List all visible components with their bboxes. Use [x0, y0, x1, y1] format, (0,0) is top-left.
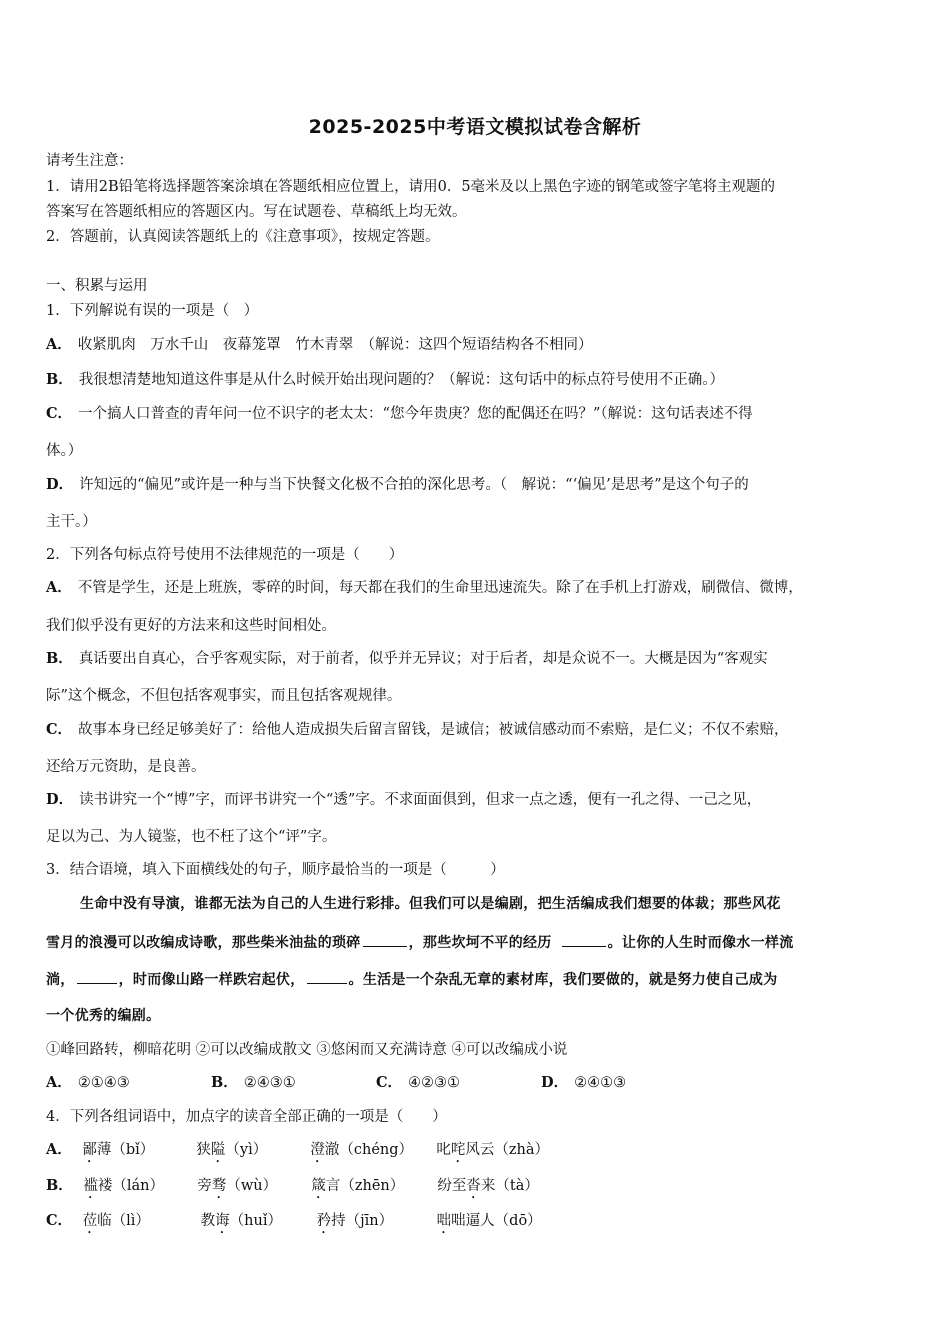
option-label: B． — [46, 1177, 73, 1194]
option-label: C． — [46, 405, 73, 422]
word-item — [310, 1140, 436, 1166]
passage-text: 雪月的浪漫可以改编成诗歌，那些柴米油盐的琐碎 — [46, 935, 361, 951]
option-text: 读书讲究一个“博”字，而评书讲究一个“透”字。不求面面俱到，但求一点之透，便有一孔之得、一己之见， — [79, 792, 762, 808]
answer-blank-2 — [562, 932, 606, 947]
word-part: 言（zhēn） — [325, 1178, 405, 1194]
dotted-char: 鄙 — [82, 1142, 97, 1158]
word-item — [437, 1211, 542, 1237]
page-title: 2025-2025中考语文模拟试卷含解析 — [308, 116, 642, 138]
dotted-char: 诲 — [215, 1213, 230, 1229]
word-item — [437, 1176, 538, 1202]
option-label: A． — [46, 1074, 72, 1091]
question-2-option-a-cont: 我们似乎没有更好的方法来和这些时间相处。 — [46, 618, 336, 634]
question-3-choices: ①峰回路转，柳暗花明 ②可以改编成散文 ③悠闲而又充满诗意 ④可以改编成小说 — [46, 1042, 568, 1058]
word-part: 咄逼人（dō） — [451, 1213, 542, 1229]
question-1-option-d — [46, 475, 916, 495]
option-label: C． — [376, 1074, 403, 1091]
question-1-option-d-cont: 主干。） — [46, 514, 97, 530]
option-label: A． — [46, 579, 72, 596]
notice-item-1a: 1．请用2B铅笔将选择题答案涂填在答题纸相应位置上，请用0．5毫米及以上黑色字迹的钢笔或签字笔将主观题的 — [46, 179, 776, 195]
passage-text: ，那些坎坷不平的经历 — [408, 935, 552, 951]
option-text: ②①④③ — [77, 1075, 130, 1091]
dotted-char: 褴 — [83, 1178, 98, 1194]
notice-item-2: 2．答题前，认真阅读答题纸上的《注意事项》，按规定答题。 — [46, 229, 440, 245]
option-text: 一个搞人口普查的青年问一位不识字的老太太：“您今年贵庚？您的配偶还在吗？”（解说：这句话表述不得 — [78, 406, 753, 422]
word-part: 持（jīn） — [331, 1213, 394, 1229]
question-1-option-b — [46, 370, 916, 390]
question-3-passage-line-1: 生命中没有导演，谁都无法为自己的人生进行彩排。但我们可以是编剧，把生活编成我们想要的体裁；那些风花 — [80, 896, 781, 912]
option-text: 我很想清楚地知道这件事是从什么时候开始出现问题的？（解说：这句话中的标点符号使用不正确。） — [78, 372, 725, 388]
dotted-char: 箴 — [311, 1178, 326, 1194]
word-part: 旁 — [197, 1178, 212, 1194]
question-2-option-a — [46, 578, 916, 598]
passage-text: ，时而像山路一样跌宕起伏， — [118, 972, 305, 988]
question-3-option-d — [541, 1073, 706, 1093]
dotted-char: 隘 — [210, 1142, 226, 1158]
word-part: 褛（lán） — [97, 1178, 164, 1194]
word-part: 临（lì） — [97, 1213, 150, 1229]
option-text: 收紧肌肉 万水千山 夜幕笼罩 竹木青翠 （解说：这四个短语结构各不相同） — [77, 337, 593, 353]
question-3-passage-line-4: 一个优秀的编剧。 — [46, 1008, 161, 1024]
option-label: D． — [46, 791, 74, 808]
section-heading: 一、积累与运用 — [46, 278, 148, 294]
notice-heading: 请考生注意： — [46, 153, 133, 169]
question-4-option-c — [46, 1211, 916, 1237]
question-3-stem: 3．结合语境，填入下面横线处的句子，顺序最恰当的一项是（ ） — [46, 862, 505, 878]
word-part: 狭 — [196, 1142, 211, 1158]
question-3-option-a — [46, 1073, 211, 1093]
question-2-option-d-cont: 足以为己、为人镜鉴，也不枉了这个“评”字。 — [46, 829, 337, 845]
dotted-char: 咤 — [450, 1142, 466, 1158]
question-4-stem: 4．下列各组词语中，加点字的读音全部正确的一项是（ ） — [46, 1109, 447, 1125]
word-part: 风云（zhà） — [465, 1142, 549, 1158]
word-part: （yì） — [225, 1142, 268, 1158]
question-2-option-d — [46, 790, 916, 810]
option-text: ②④③① — [243, 1075, 296, 1091]
option-text: 不管是学生，还是上班族，零碎的时间，每天都在我们的生命里迅速流失。除了在手机上打游戏，刷微信、微博， — [77, 580, 803, 596]
question-3-option-c — [376, 1073, 541, 1093]
word-part: （huǐ） — [229, 1213, 282, 1229]
question-4-option-b — [46, 1176, 916, 1202]
answer-blank-4 — [307, 969, 347, 984]
option-label: D． — [46, 476, 74, 493]
word-item — [197, 1176, 311, 1202]
word-item — [83, 1176, 197, 1202]
dotted-char: 莅 — [82, 1213, 98, 1229]
dotted-char: 沓 — [466, 1178, 481, 1194]
word-part: 来（tà） — [480, 1178, 539, 1194]
word-item — [317, 1211, 437, 1237]
dotted-char: 澄 — [310, 1142, 325, 1158]
question-1-option-c-cont: 体。） — [46, 443, 83, 459]
word-item — [196, 1140, 310, 1166]
option-text: ②④①③ — [574, 1075, 627, 1091]
answer-blank-1 — [363, 932, 407, 947]
question-3-passage-line-2 — [46, 932, 916, 953]
question-2-option-c-cont: 还给万元资助，是良善。 — [46, 759, 206, 775]
dotted-char: 矜 — [316, 1213, 332, 1229]
word-item — [436, 1140, 549, 1166]
question-1-option-a — [46, 335, 916, 355]
option-text: 故事本身已经足够美好了：给他人造成损失后留言留钱，是诚信；被诚信感动而不索赔，是仁义；不仅不索赔， — [78, 722, 789, 738]
option-label: A． — [46, 1141, 72, 1158]
passage-text: 淌， — [46, 972, 75, 988]
word-part: 薄（bǐ） — [96, 1142, 155, 1158]
question-3-options — [46, 1073, 916, 1093]
question-3-option-b — [211, 1073, 376, 1093]
word-item — [83, 1211, 201, 1237]
dotted-char: 咄 — [436, 1213, 452, 1229]
option-label: B． — [211, 1074, 238, 1091]
option-label: C． — [46, 1212, 73, 1229]
question-4-option-a — [46, 1140, 916, 1166]
answer-blank-3 — [77, 969, 117, 984]
option-label: B． — [46, 650, 73, 667]
option-label: A． — [46, 336, 72, 353]
question-2-option-b-cont: 际”这个概念，不但包括客观事实，而且包括客观规律。 — [46, 688, 402, 704]
question-2-option-b — [46, 649, 916, 669]
option-text: 真话要出自真心，合乎客观实际，对于前者，似乎并无异议；对于后者，却是众说不一。大概是因为“客观实 — [78, 651, 768, 667]
question-3-passage-line-3 — [46, 969, 916, 990]
question-1-option-c — [46, 404, 916, 424]
notice-item-1b: 答案写在答题纸相应的答题区内。写在试题卷、草稿纸上均无效。 — [46, 204, 467, 220]
option-label: D． — [541, 1074, 569, 1091]
word-part: 教 — [200, 1213, 216, 1229]
option-label: B． — [46, 371, 73, 388]
word-item — [201, 1211, 317, 1237]
question-2-option-c — [46, 720, 916, 740]
word-item — [82, 1140, 196, 1166]
dotted-char: 骛 — [211, 1178, 227, 1194]
option-text: ④②③① — [408, 1075, 461, 1091]
word-part: 纷至 — [437, 1178, 467, 1194]
option-label: C． — [46, 721, 73, 738]
passage-text: 。让你的人生时而像水一样流 — [607, 935, 794, 951]
question-1-stem: 1．下列解说有误的一项是（ ） — [46, 303, 259, 319]
option-text: 许知远的“偏见”或许是一种与当下快餐文化极不合拍的深化思考。（ 解说：“‘偏见’是思考”是这个句子的 — [79, 477, 749, 493]
question-2-stem: 2．下列各句标点符号使用不法律规范的一项是（ ） — [46, 547, 404, 563]
word-part: 叱 — [436, 1142, 451, 1158]
word-part: 澈（chéng） — [324, 1142, 414, 1158]
passage-text: 。生活是一个杂乱无章的素材库，我们要做的，就是努力使自己成为 — [348, 972, 778, 988]
word-item — [311, 1176, 437, 1202]
word-part: （wù） — [226, 1178, 278, 1194]
